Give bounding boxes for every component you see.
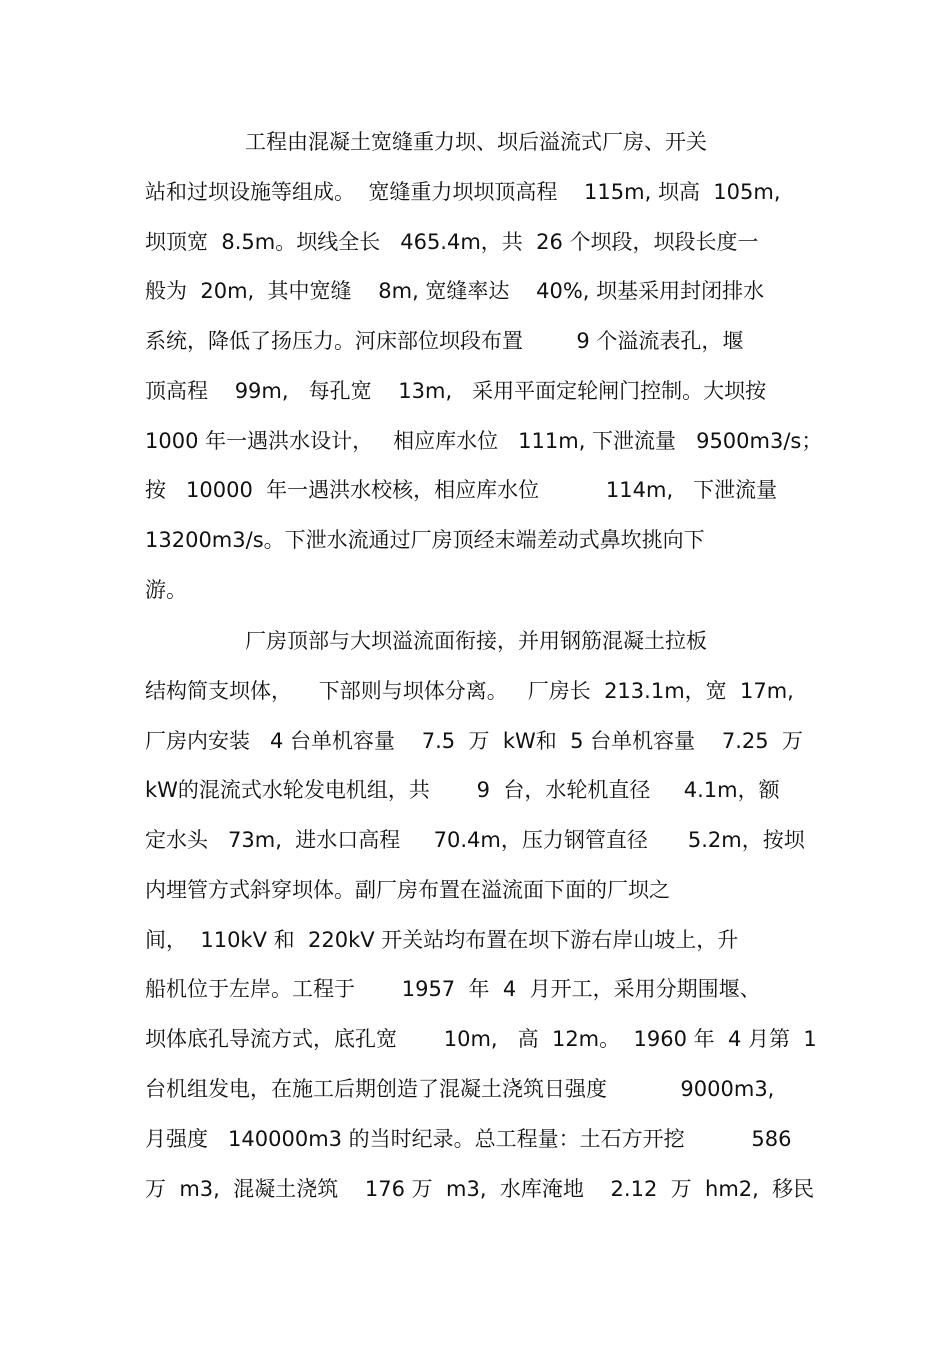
paragraph-2-line-9: 坝体底孔导流方式，底孔宽 10m, 高 12m。 1960 年 4 月第 1 [145, 1027, 817, 1051]
paragraph-1-line-7: 1000 年一遇洪水设计， 相应库水位 111m, 下泄流量 9500m3/s； [145, 429, 823, 453]
paragraph-2-line-10: 台机组发电，在施工后期创造了混凝土浇筑日强度 9000m3, [145, 1077, 775, 1101]
paragraph-2-line-12: 万 m3, 混凝土浇筑 176 万 m3, 水库淹地 2.12 万 hm2, 移民 [145, 1177, 815, 1201]
paragraph-1-line-6: 顶高程 99m, 每孔宽 13m, 采用平面定轮闸门控制。大坝按 [145, 379, 767, 403]
paragraph-1-line-5: 系统，降低了扬压力。河床部位坝段布置 9 个溢流表孔，堰 [145, 329, 744, 353]
paragraph-2-line-1: 厂房顶部与大坝溢流面衔接，并用钢筋混凝土拉板 [245, 629, 707, 653]
paragraph-2-line-4: kW的混流式水轮发电机组，共 9 台，水轮机直径 4.1m，额 [145, 778, 780, 802]
paragraph-2-line-6: 内埋管方式斜穿坝体。副厂房布置在溢流面下面的厂坝之 [145, 878, 670, 902]
paragraph-1-line-3: 坝顶宽 8.5m。坝线全长 465.4m，共 26 个坝段，坝段长度一 [145, 230, 759, 254]
paragraph-2-line-3: 厂房内安装 4 台单机容量 7.5 万 kW和 5 台单机容量 7.25 万 [145, 729, 803, 753]
paragraph-2-line-5: 定水头 73m, 进水口高程 70.4m，压力钢管直径 5.2m，按坝 [145, 828, 805, 852]
paragraph-1-line-8: 按 10000 年一遇洪水校核，相应库水位 114m, 下泄流量 [145, 478, 778, 502]
paragraph-1-line-1: 工程由混凝土宽缝重力坝、坝后溢流式厂房、开关 [245, 130, 707, 154]
paragraph-2-line-8: 船机位于左岸。工程于 1957 年 4 月开工，采用分期围堰、 [145, 977, 761, 1001]
paragraph-1-line-9: 13200m3/s。下泄水流通过厂房顶经末端差动式鼻坎挑向下 [145, 528, 705, 552]
paragraph-1-line-4: 般为 20m, 其中宽缝 8m, 宽缝率达 40%, 坝基采用封闭排水 [145, 279, 765, 303]
paragraph-2-line-2: 结构简支坝体， 下部则与坝体分离。 厂房长 213.1m，宽 17m, [145, 679, 794, 703]
paragraph-1-line-10: 游。 [145, 578, 187, 602]
paragraph-2-line-7: 间， 110kV 和 220kV 开关站均布置在坝下游右岸山坡上，升 [145, 928, 739, 952]
paragraph-1-line-2: 站和过坝设施等组成。 宽缝重力坝坝顶高程 115m, 坝高 105m, [145, 180, 781, 204]
paragraph-2-line-11: 月强度 140000m3 的当时纪录。总工程量：土石方开挖 586 [145, 1127, 792, 1151]
